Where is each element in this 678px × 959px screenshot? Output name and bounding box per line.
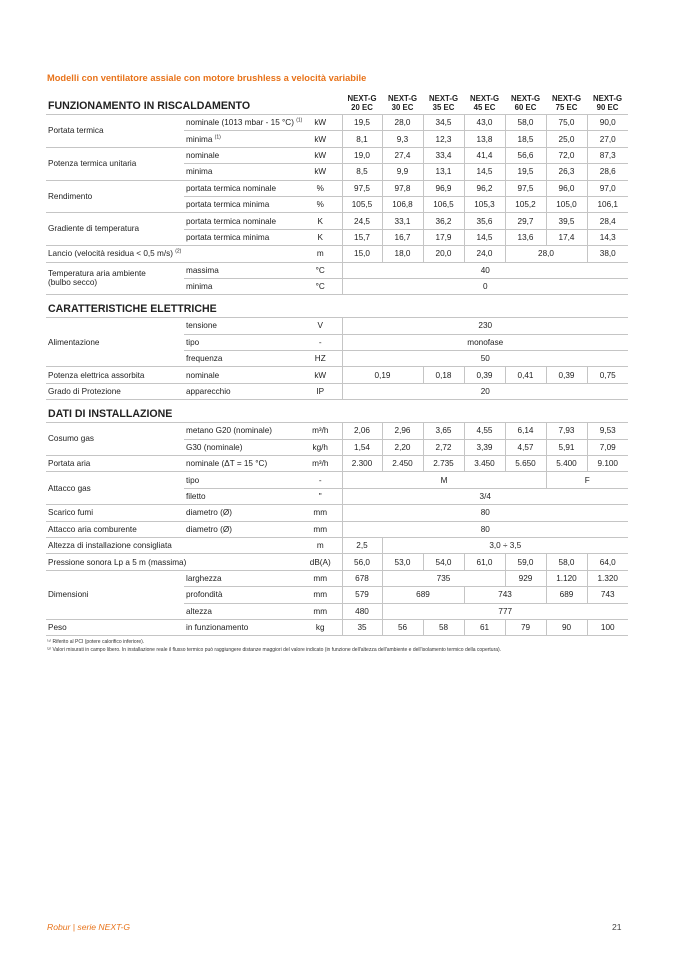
value-cell: 54,0: [423, 554, 464, 570]
unit-cell: m³/h: [299, 456, 342, 472]
unit-cell: m³/h: [299, 423, 342, 439]
value-cell: 1,54: [342, 439, 382, 455]
table-row: [46, 554, 628, 570]
unit-cell: °C: [299, 262, 342, 278]
unit-cell: kW: [299, 164, 342, 180]
value-cell: 64,0: [587, 554, 628, 570]
value-cell: 58,0: [505, 115, 546, 131]
unit-cell: %: [299, 180, 342, 196]
value-cell: 1.120: [546, 570, 587, 586]
value-cell: 9,53: [587, 423, 628, 439]
row-sub-label: portata termica nominale: [184, 180, 299, 196]
unit-cell: V: [299, 318, 342, 334]
value-cell: 75,0: [546, 115, 587, 131]
value-cell: 105,0: [546, 196, 587, 212]
value-cell: 29,7: [505, 213, 546, 229]
value-cell: 0,75: [587, 367, 628, 383]
value-cell: 25,0: [546, 131, 587, 147]
row-sub-label: diametro (Ø): [184, 505, 299, 521]
row-label: Grado di Protezione: [46, 383, 184, 399]
row-group-label: Gradiente di temperatura: [46, 213, 184, 246]
value-cell: 689: [382, 587, 464, 603]
value-cell: 230: [342, 318, 628, 334]
table-row: [46, 383, 628, 399]
row-label: Scarico fumi: [46, 505, 184, 521]
model-header: NEXT-G 35 EC: [423, 89, 464, 115]
value-cell: 33,4: [423, 147, 464, 163]
value-cell: 9.100: [587, 456, 628, 472]
value-cell: 106,5: [423, 196, 464, 212]
row-group-label: Potenza termica unitaria: [46, 147, 184, 180]
table-row: [46, 115, 628, 131]
row-sub-label: frequenza: [184, 351, 299, 367]
value-cell: 1.320: [587, 570, 628, 586]
model-header: NEXT-G 45 EC: [464, 89, 505, 115]
unit-cell: -: [299, 472, 342, 488]
unit-cell: mm: [299, 505, 342, 521]
value-cell: 3/4: [342, 488, 628, 504]
value-cell: 5,91: [546, 439, 587, 455]
table-row: [46, 570, 628, 586]
value-cell: 96,0: [546, 180, 587, 196]
footnote-2: ⁽²⁾ Valori misurati in campo libero. In installazione reale il flusso termico può raggiungere distanze maggiori del valore indicato (in funzione dell'altezza dell'ambiente e dell'isolamento termico della copertura).: [47, 646, 502, 653]
table-row: [46, 456, 628, 472]
value-cell: 17,9: [423, 229, 464, 245]
value-cell: 13,1: [423, 164, 464, 180]
value-cell: M: [342, 472, 546, 488]
value-cell: 105,5: [342, 196, 382, 212]
value-cell: 35: [342, 619, 382, 635]
value-cell: 15,0: [342, 246, 382, 262]
value-cell: 0,19: [342, 367, 423, 383]
row-sub-label: portata termica nominale: [184, 213, 299, 229]
value-cell: 2.300: [342, 456, 382, 472]
value-cell: 13,6: [505, 229, 546, 245]
value-cell: 15,7: [342, 229, 382, 245]
value-cell: 41,4: [464, 147, 505, 163]
table-row: [46, 180, 628, 196]
value-cell: 39,5: [546, 213, 587, 229]
unit-cell: kW: [299, 131, 342, 147]
value-cell: monofase: [342, 334, 628, 350]
unit-cell: K: [299, 213, 342, 229]
unit-cell: mm: [299, 570, 342, 586]
unit-cell: mm: [299, 603, 342, 619]
value-cell: 2,20: [382, 439, 423, 455]
unit-cell: IP: [299, 383, 342, 399]
unit-cell: °C: [299, 278, 342, 294]
row-sub-label: in funzionamento: [184, 619, 299, 635]
value-cell: 5.400: [546, 456, 587, 472]
table-row: [46, 521, 628, 537]
value-cell: 90: [546, 619, 587, 635]
value-cell: 0,39: [464, 367, 505, 383]
value-cell: 4,57: [505, 439, 546, 455]
unit-cell: %: [299, 196, 342, 212]
model-header: NEXT-G 20 EC: [342, 89, 382, 115]
section-title-electrical: CARATTERISTICHE ELETTRICHE: [46, 295, 628, 318]
value-cell: 53,0: [382, 554, 423, 570]
value-cell: 28,4: [587, 213, 628, 229]
value-cell: 0,41: [505, 367, 546, 383]
row-sub-label: diametro (Ø): [184, 521, 299, 537]
row-group-label: Rendimento: [46, 180, 184, 213]
value-cell: 3,65: [423, 423, 464, 439]
value-cell: 61,0: [464, 554, 505, 570]
row-label: Attacco aria comburente: [46, 521, 184, 537]
unit-cell: kW: [299, 367, 342, 383]
value-cell: 6,14: [505, 423, 546, 439]
unit-cell: -: [299, 334, 342, 350]
unit-cell: m: [299, 246, 342, 262]
value-cell: 3.450: [464, 456, 505, 472]
model-header: NEXT-G 30 EC: [382, 89, 423, 115]
value-cell: 12,3: [423, 131, 464, 147]
heating-section-header: [46, 89, 628, 115]
unit-cell: HZ: [299, 351, 342, 367]
value-cell: 2,72: [423, 439, 464, 455]
value-cell: 14,3: [587, 229, 628, 245]
table-row: [46, 246, 628, 262]
value-cell: 58,0: [546, 554, 587, 570]
table-row: [46, 537, 628, 553]
electrical-section-header: [46, 295, 628, 318]
table-row: [46, 367, 628, 383]
row-sub-label: nominale (1013 mbar - 15 °C) $^{(1)}$: [184, 115, 299, 131]
unit-cell: mm: [299, 521, 342, 537]
row-sub-label: tipo: [184, 472, 299, 488]
row-sub-label: minima: [184, 164, 299, 180]
value-cell: 8,5: [342, 164, 382, 180]
table-row: [46, 472, 628, 488]
value-cell: 20: [342, 383, 628, 399]
row-sub-label: tipo: [184, 334, 299, 350]
footnote-1: ⁽¹⁾ Riferito al PCI (potere calorifico inferiore).: [47, 639, 145, 645]
row-sub-label: minima: [184, 278, 299, 294]
value-cell: 59,0: [505, 554, 546, 570]
row-sub-label: nominale (ΔT = 15 °C): [184, 456, 299, 472]
model-header: NEXT-G 75 EC: [546, 89, 587, 115]
value-cell: 97,5: [505, 180, 546, 196]
value-cell: 13,8: [464, 131, 505, 147]
value-cell: 14,5: [464, 164, 505, 180]
value-cell: 18,5: [505, 131, 546, 147]
value-cell: 97,0: [587, 180, 628, 196]
table-row: [46, 262, 628, 278]
value-cell: 61: [464, 619, 505, 635]
value-cell: 106,8: [382, 196, 423, 212]
value-cell: 20,0: [423, 246, 464, 262]
value-cell: 743: [587, 587, 628, 603]
value-cell: 777: [382, 603, 628, 619]
value-cell: 929: [505, 570, 546, 586]
value-cell: 43,0: [464, 115, 505, 131]
value-cell: 14,5: [464, 229, 505, 245]
unit-cell: ": [299, 488, 342, 504]
row-label: Portata aria: [46, 456, 184, 472]
value-cell: 97,5: [342, 180, 382, 196]
row-group-label: Portata termica: [46, 115, 184, 148]
value-cell: 79: [505, 619, 546, 635]
value-cell: 2.450: [382, 456, 423, 472]
row-label: Potenza elettrica assorbita: [46, 367, 184, 383]
row-group-label: Alimentazione: [46, 318, 184, 367]
value-cell: 38,0: [587, 246, 628, 262]
value-cell: 24,0: [464, 246, 505, 262]
value-cell: 24,5: [342, 213, 382, 229]
value-cell: 27,4: [382, 147, 423, 163]
row-sub-label: metano G20 (nominale): [184, 423, 299, 439]
value-cell: 87,3: [587, 147, 628, 163]
table-row: [46, 147, 628, 163]
unit-cell: kg: [299, 619, 342, 635]
value-cell: 36,2: [423, 213, 464, 229]
row-sub-label: nominale: [184, 147, 299, 163]
value-cell: 689: [546, 587, 587, 603]
row-sub-label: nominale: [184, 367, 299, 383]
value-cell: 2,06: [342, 423, 382, 439]
value-cell: 33,1: [382, 213, 423, 229]
value-cell: 26,3: [546, 164, 587, 180]
installation-section-header: [46, 400, 628, 423]
value-cell: 56,6: [505, 147, 546, 163]
value-cell: 56: [382, 619, 423, 635]
row-sub-label: massima: [184, 262, 299, 278]
value-cell: 2.735: [423, 456, 464, 472]
value-cell: 105,3: [464, 196, 505, 212]
row-label: Peso: [46, 619, 184, 635]
value-cell: 96,2: [464, 180, 505, 196]
row-sub-label: portata termica minima: [184, 196, 299, 212]
footnotes: [47, 639, 501, 654]
row-sub-label: minima $^{(1)}$: [184, 131, 299, 147]
value-cell: 35,6: [464, 213, 505, 229]
value-cell: 9,9: [382, 164, 423, 180]
value-cell: 90,0: [587, 115, 628, 131]
row-group-label: Dimensioni: [46, 570, 184, 619]
value-cell: 2,5: [342, 537, 382, 553]
value-cell: 96,9: [423, 180, 464, 196]
value-cell: 19,5: [342, 115, 382, 131]
value-cell: 480: [342, 603, 382, 619]
value-cell: 80: [342, 505, 628, 521]
value-cell: F: [546, 472, 628, 488]
value-cell: 100: [587, 619, 628, 635]
row-label: Altezza di installazione consigliata: [46, 537, 299, 553]
unit-cell: K: [299, 229, 342, 245]
value-cell: 7,93: [546, 423, 587, 439]
value-cell: 17,4: [546, 229, 587, 245]
value-cell: 97,8: [382, 180, 423, 196]
table-row: [46, 505, 628, 521]
value-cell: 0,39: [546, 367, 587, 383]
value-cell: 3,39: [464, 439, 505, 455]
value-cell: 50: [342, 351, 628, 367]
table-row: [46, 318, 628, 334]
unit-cell: dB(A): [299, 554, 342, 570]
value-cell: 72,0: [546, 147, 587, 163]
value-cell: 0: [342, 278, 628, 294]
row-sub-label: altezza: [184, 603, 299, 619]
value-cell: 4,55: [464, 423, 505, 439]
model-header: NEXT-G 60 EC: [505, 89, 546, 115]
value-cell: 28,6: [587, 164, 628, 180]
value-cell: 19,5: [505, 164, 546, 180]
table-row: [46, 619, 628, 635]
unit-cell: mm: [299, 587, 342, 603]
section-title-installation: DATI DI INSTALLAZIONE: [46, 400, 628, 423]
value-cell: 80: [342, 521, 628, 537]
value-cell: 579: [342, 587, 382, 603]
row-sub-label: G30 (nominale): [184, 439, 299, 455]
value-cell: 105,2: [505, 196, 546, 212]
document-title: Modelli con ventilatore assiale con motore brushless a velocità variabile: [47, 73, 367, 83]
value-cell: 9,3: [382, 131, 423, 147]
value-cell: 27,0: [587, 131, 628, 147]
value-cell: 735: [382, 570, 505, 586]
row-sub-label: apparecchio: [184, 383, 299, 399]
value-cell: 3,0 ÷ 3,5: [382, 537, 628, 553]
value-cell: 56,0: [342, 554, 382, 570]
row-sub-label: portata termica minima: [184, 229, 299, 245]
value-cell: 0,18: [423, 367, 464, 383]
row-group-label: Cosumo gas: [46, 423, 184, 456]
value-cell: 28,0: [382, 115, 423, 131]
value-cell: 34,5: [423, 115, 464, 131]
row-sub-label: tensione: [184, 318, 299, 334]
footer-brand: Robur | serie NEXT-G: [47, 922, 131, 932]
row-sub-label: larghezza: [184, 570, 299, 586]
unit-cell: m: [299, 537, 342, 553]
row-label: Pressione sonora Lp a 5 m (massima): [46, 554, 299, 570]
model-header: NEXT-G 90 EC: [587, 89, 628, 115]
unit-cell: kg/h: [299, 439, 342, 455]
value-cell: 28,0: [505, 246, 587, 262]
value-cell: 678: [342, 570, 382, 586]
value-cell: 16,7: [382, 229, 423, 245]
unit-cell: kW: [299, 147, 342, 163]
row-label: Lancio (velocità residua < 0,5 m/s) $^{(2)}$: [46, 246, 299, 262]
table-row: [46, 213, 628, 229]
value-cell: 58: [423, 619, 464, 635]
value-cell: 8,1: [342, 131, 382, 147]
unit-cell: kW: [299, 115, 342, 131]
technical-data-table: [46, 89, 628, 636]
value-cell: 743: [464, 587, 546, 603]
value-cell: 5.650: [505, 456, 546, 472]
value-cell: 106,1: [587, 196, 628, 212]
value-cell: 19,0: [342, 147, 382, 163]
table-row: [46, 423, 628, 439]
section-title-heating: FUNZIONAMENTO IN RISCALDAMENTO: [46, 89, 342, 115]
row-group-label: Attacco gas: [46, 472, 184, 505]
value-cell: 7,09: [587, 439, 628, 455]
row-group-label: Temperatura aria ambiente (bulbo secco): [46, 262, 184, 295]
page-number: 21: [612, 922, 622, 932]
value-cell: 2,96: [382, 423, 423, 439]
row-sub-label: profondità: [184, 587, 299, 603]
value-cell: 18,0: [382, 246, 423, 262]
value-cell: 40: [342, 262, 628, 278]
row-sub-label: filetto: [184, 488, 299, 504]
